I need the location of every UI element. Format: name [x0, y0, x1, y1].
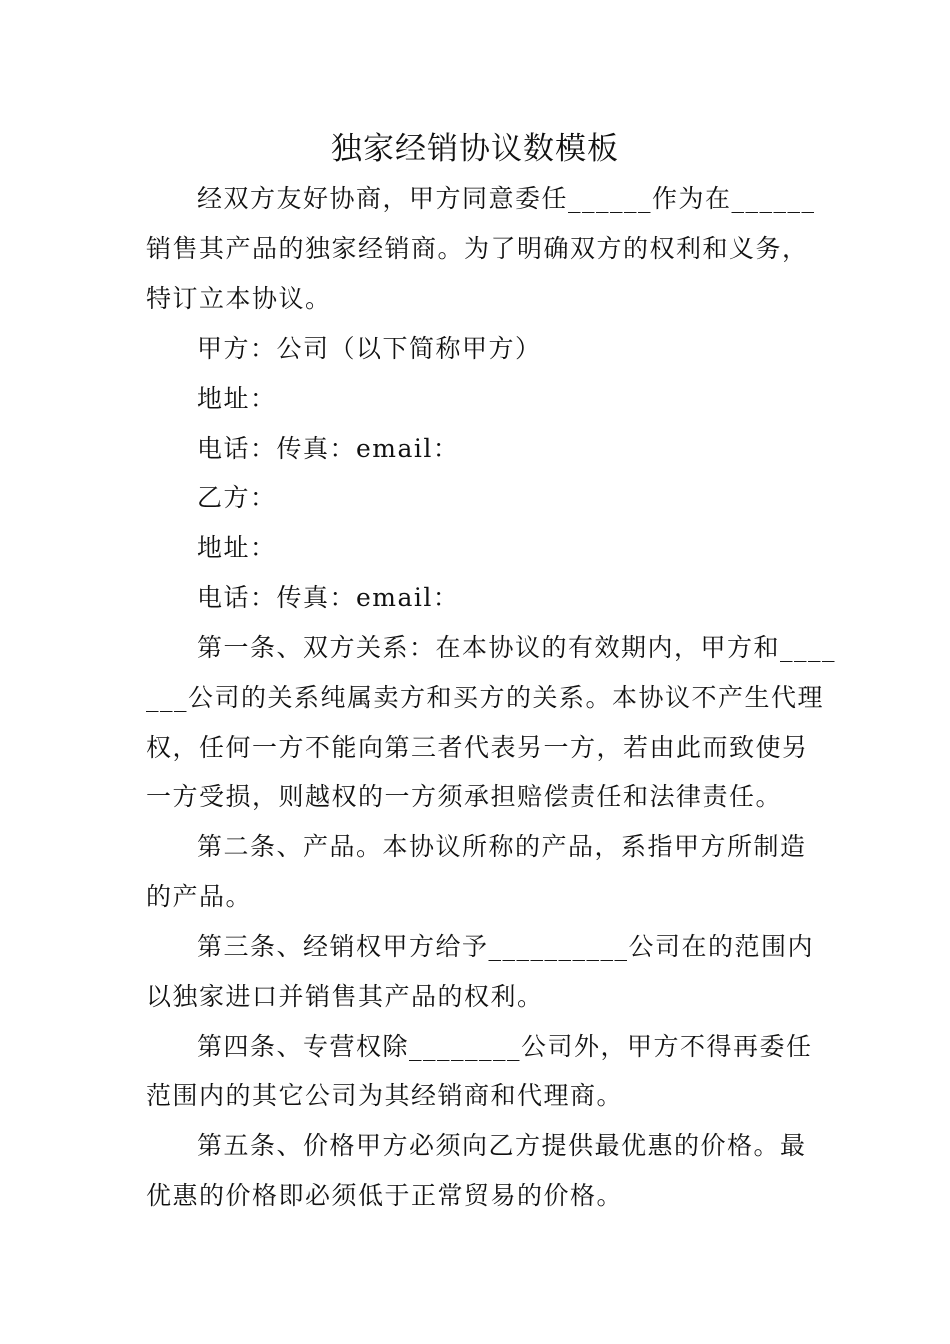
article-4-line-2: 范围内的其它公司为其经销商和代理商。	[146, 1081, 624, 1110]
paragraph-intro-line-1: 经双方友好协商，甲方同意委任______作为在______	[197, 184, 816, 213]
article-5-line-1: 第五条、价格甲方必须向乙方提供最优惠的价格。最	[197, 1131, 807, 1160]
party-b-address: 地址：	[197, 533, 277, 562]
article-1-line-3: 权，任何一方不能向第三者代表另一方，若由此而致使另	[146, 733, 809, 762]
party-b-contact: 电话：传真：email：	[197, 583, 460, 612]
party-a-name: 甲方：公司（以下简称甲方）	[197, 334, 542, 363]
article-4-line-1: 第四条、专营权除________公司外，甲方不得再委任	[197, 1032, 813, 1061]
party-b-name: 乙方：	[197, 483, 277, 512]
article-1-line-2: ___公司的关系纯属卖方和买方的关系。本协议不产生代理	[146, 683, 825, 712]
document-title: 独家经销协议数模板	[331, 131, 619, 167]
party-a-address: 地址：	[197, 384, 277, 413]
article-1-line-1: 第一条、双方关系：在本协议的有效期内，甲方和____	[197, 633, 837, 662]
article-1-line-4: 一方受损，则越权的一方须承担赔偿责任和法律责任。	[146, 782, 783, 811]
paragraph-intro-line-3: 特订立本协议。	[146, 284, 332, 313]
article-3-line-1: 第三条、经销权甲方给予__________公司在的范围内	[197, 932, 815, 961]
article-2-line-2: 的产品。	[146, 882, 253, 911]
article-3-line-2: 以独家进口并销售其产品的权利。	[146, 982, 544, 1011]
party-a-contact: 电话：传真：email：	[197, 434, 460, 463]
article-2-line-1: 第二条、产品。本协议所称的产品，系指甲方所制造	[197, 832, 807, 861]
article-5-line-2: 优惠的价格即必须低于正常贸易的价格。	[146, 1181, 624, 1210]
paragraph-intro-line-2: 销售其产品的独家经销商。为了明确双方的权利和义务，	[146, 234, 809, 263]
